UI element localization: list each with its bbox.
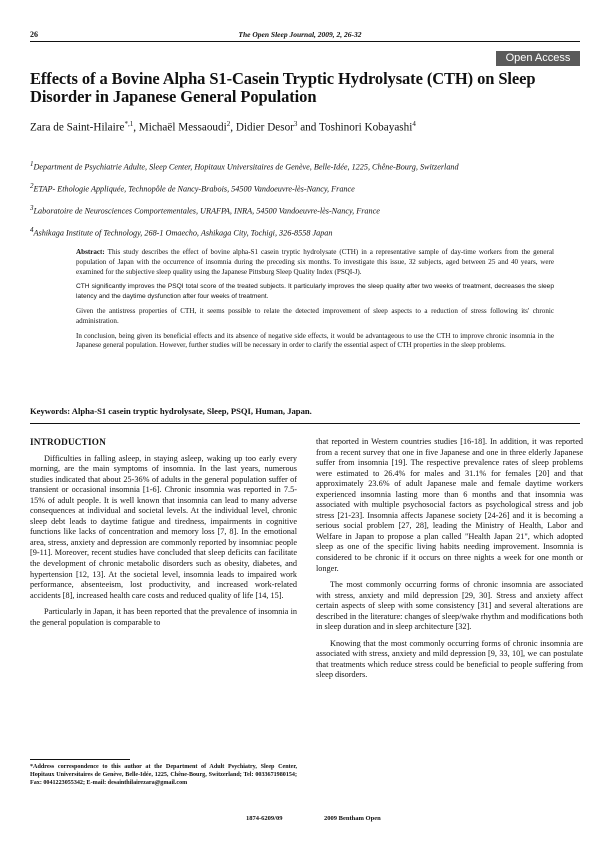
abstract-paragraph: In conclusion, being given its beneficial effects and its absence of negative side effects, it would be advantageous to use the CTH to improve chronic insomnia in the Japanese general population. However, further studies will be necessary in order to clarify the essential aspect of CTH properties in the sleep problems. (76, 331, 554, 350)
body-column-right (316, 437, 583, 687)
abstract-paragraph: Given the antistress properties of CTH, it seems possible to relate the detected improvement of sleep aspects to a reduction of stress following its' chronic administration. (76, 306, 554, 325)
abstract-label: Abstract: (76, 248, 105, 256)
footer-publisher: 2009 Bentham Open (324, 815, 381, 822)
keywords: Keywords: Alpha-S1 casein tryptic hydrolysate, Sleep, PSQI, Human, Japan. (30, 406, 312, 416)
author-sup: 4 (412, 120, 416, 128)
affiliation (30, 180, 580, 196)
author-sup: 3 (293, 120, 298, 128)
affiliations (30, 158, 580, 247)
author-separator: , (133, 121, 139, 134)
affiliation-sup: 4 (30, 226, 34, 235)
abstract-paragraph: CTH significantly improves the PSQI total score of the treated subjects. It particularly improves the sleep quality after two weeks of treatment, decreases the sleep latency and the daytime dysfunction after four weeks of treatment. (76, 283, 554, 301)
author-name: Michaël Messaoudi (138, 121, 227, 134)
abstract (76, 248, 554, 356)
correspondence-footnote: *Address correspondence to this author at the Department of Adult Psychiatry, Sleep Center, Hopitaux Universitaires de Genève, Belle-Idée, 1225, Chêne-Bourg, Switzerland; Tel: 0033671980154; Fax: 0041223055342; E-mail: desainthilairezara@gmail.com (30, 764, 297, 786)
body-column-left (30, 437, 297, 634)
abstract-paragraph (76, 248, 554, 277)
author-name: Zara de Saint-Hilaire (30, 121, 125, 134)
article-title: Effects of a Bovine Alpha S1-Casein Tryptic Hydrolysate (CTH) on Sleep Disorder in Japanese General Population (30, 69, 536, 106)
section-heading: INTRODUCTION (30, 437, 106, 447)
author-separator: and (297, 121, 319, 134)
body-paragraph: Particularly in Japan, it has been reported that the prevalence of insomnia in the general population is comparable to (30, 607, 297, 627)
author-separator: , (230, 121, 236, 134)
author-name: Didier Desor (235, 121, 294, 134)
author-name: Toshinori Kobayashi (318, 121, 413, 134)
affiliation (30, 158, 580, 174)
affiliation (30, 202, 580, 218)
body-paragraph: Difficulties in falling asleep, in staying asleep, waking up too early every morning, are the main symptoms of insomnia. In the last years, numerous studies indicated that about 25-36% of adults in the general population suffer of transient or occasional insomnia [1-6]. Chronic insomnia was reported in 7.5-15% of adult people. It is well known that insomnia can lead to many adverse consequences at individual and societal levels. At the individual level, chronic sleep debt leads to daytime fatigue and tiredness, impairments in cognitive functions like lacks of concentration and memory loss [7, 8]. In the emotional area, stress, anxiety and depression are commonly reported by insomniac people [9-11]. Moreover, recent studies have concluded that sleep deficits can facilitate the development of chronic metabolic disorders such as obesity, diabetes, and hypertension [12, 13]. At the societal level, insomnia leads to impaired work performance, absenteeism, lost productivity, and increased work-related accidents [8], increased health care costs and reduced quality of life [14, 15]. (30, 453, 297, 600)
affiliation-sup: 2 (30, 182, 34, 191)
abstract-text: This study describes the effect of bovine alpha-S1 casein tryptic hydrolysate (CTH) in a representative sample of day-time workers from the general population of Japan with the occurrence of insomnia during the preceding six months. To investigate this issue, 32 subjects, aged between 25 and 40 years, were examined for the subjective sleep quality using the Japanese Pittsburg Sleep Quality Index (PSQI-J). (76, 248, 554, 276)
affiliation-text: Department de Psychiatrie Adulte, Sleep Center, Hopitaux Universitaires de Genève, Belle-Idée, 1225, Chêne-Bourg, Switzerland (33, 162, 459, 172)
body-paragraph: that reported in Western countries studies [16-18]. In addition, it was reported from a recent survey that one in five Japanese and one in three elderly Japanese suffer from insomnia [19]. The respective prevalence rates of sleep problems were estimated to 26.4% for males and 31.1% for females [20] and that approximately 23.6% of adult Japanese male and female daytime workers experienced insomnia lasting more than 6 months and that insomnia was associated with multiple psychosocial factors as psychological stress and job stress [21-23]. Insomnia affects Japanese society [24-26] and it is becoming a serious social problem [27, 28], leading the Ministry of Health, Labor and Welfare in Japan to propose a plan called "Health Japan 21", which adopted sleep as one of the specific living habits needing improvement. Insomnia is considered to be chronic if it occurs on three nights a week for one month or longer. (316, 437, 583, 573)
affiliation-text: Laboratoire de Neurosciences Comportementales, URAFPA, INRA, 54500 Vandoeuvre-lès-Nancy, France (33, 207, 380, 217)
footer-issn: 1874-6209/09 (246, 815, 283, 822)
author-sup: *,1 (124, 120, 134, 128)
journal-header: The Open Sleep Journal, 2009, 2, 26-32 (238, 30, 362, 39)
affiliation (30, 224, 580, 240)
header-divider (30, 41, 580, 42)
affiliation-text: Ashikaga Institute of Technology, 268-1 Omaecho, Ashikaga City, Tochigi, 326-8558 Japan (33, 229, 333, 239)
body-paragraph: Knowing that the most commonly occurring forms of chronic insomnia are associated with stress, anxiety and mild depression [9, 33, 10], we can postulate that treatments which reduce stress could be beneficial to people suffering from sleep disorders. (316, 638, 583, 680)
open-access-badge: Open Access (496, 51, 580, 66)
affiliation-text: ETAP- Ethologie Appliquée, Technopôle de Nancy-Brabois, 54500 Vandoeuvre-lès-Nancy, France (33, 184, 355, 194)
body-paragraph: The most commonly occurring forms of chronic insomnia are associated with stress, anxiety and mild depression [29, 30]. Stress and anxiety affect certain aspects of sleep with some consistency [31] and several alterations are described in the literature: changes of sleep/wake rhythm and modifications both in sleep duration and in sleep architecture [32]. (316, 580, 583, 632)
footnote-divider (30, 759, 130, 760)
author-list (30, 120, 580, 134)
affiliation-sup: 1 (30, 160, 34, 168)
affiliation-sup: 3 (30, 204, 34, 213)
keywords-divider (30, 423, 580, 424)
author-sup: 2 (226, 120, 231, 128)
page-number: 26 (30, 30, 38, 39)
